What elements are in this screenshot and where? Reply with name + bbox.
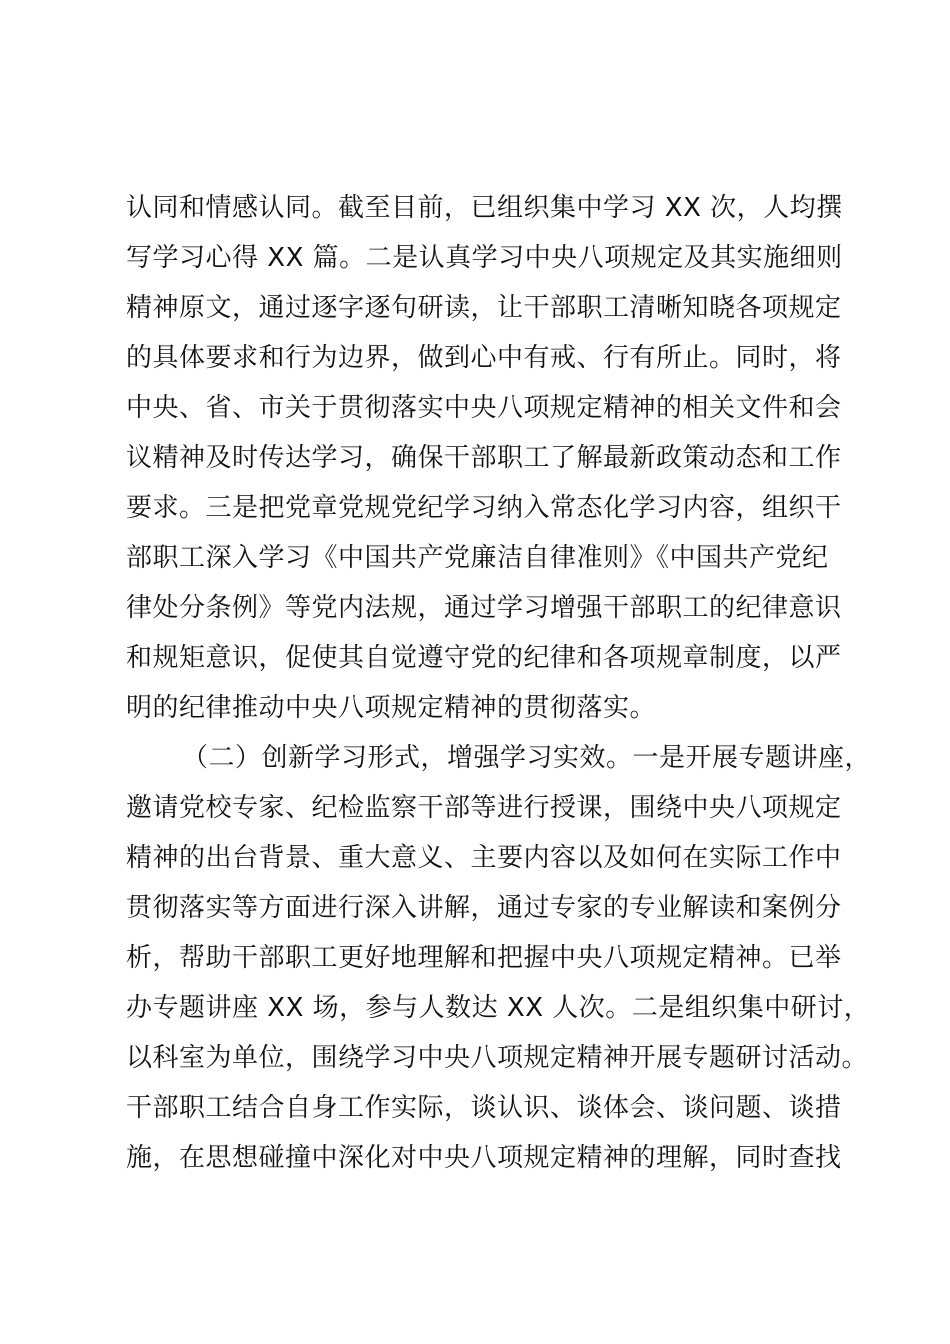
text-line: 办专题讲座 XX 场，参与人数达 XX 人次。二是组织集中研讨， [126,993,871,1023]
text-line: 干部职工结合自身工作实际，谈认识、谈体会、谈问题、谈措 [126,1093,842,1123]
text-line: 认同和情感认同。截至目前，已组织集中学习 XX 次，人均撰 [126,193,843,223]
text-line: 贯彻落实等方面进行深入讲解，通过专家的专业解读和案例分 [126,893,842,923]
text-line: 施，在思想碰撞中深化对中央八项规定精神的理解，同时查找 [126,1143,842,1173]
text-line: 议精神及时传达学习，确保干部职工了解最新政策动态和工作 [126,443,842,473]
section-heading-line: （二）创新学习形式，增强学习实效。一是开展专题讲座， [182,743,872,773]
text-line: 要求。三是把党章党规党纪学习纳入常态化学习内容，组织干 [126,493,842,523]
text-line: 析，帮助干部职工更好地理解和把握中央八项规定精神。已举 [126,943,842,973]
text-line: 明的纪律推动中央八项规定精神的贯彻落实。 [126,693,657,723]
text-line: 写学习心得 XX 篇。二是认真学习中央八项规定及其实施细则 [126,243,843,273]
text-line: 的具体要求和行为边界，做到心中有戒、行有所止。同时，将 [126,343,842,373]
text-line: 中央、省、市关于贯彻落实中央八项规定精神的相关文件和会 [126,393,842,423]
document-body [126,183,872,1183]
text-line: 精神原文，通过逐字逐句研读，让干部职工清晰知晓各项规定 [126,293,842,323]
text-line: 律处分条例》等党内法规，通过学习增强干部职工的纪律意识 [126,593,842,623]
text-line: 以科室为单位，围绕学习中央八项规定精神开展专题研讨活动。 [126,1043,869,1073]
text-line: 部职工深入学习《中国共产党廉洁自律准则》《中国共产党纪 [126,543,829,573]
text-line: 邀请党校专家、纪检监察干部等进行授课，围绕中央八项规定 [126,793,842,823]
text-line: 和规矩意识，促使其自觉遵守党的纪律和各项规章制度，以严 [126,643,842,673]
text-line: 精神的出台背景、重大意义、主要内容以及如何在实际工作中 [126,843,842,873]
